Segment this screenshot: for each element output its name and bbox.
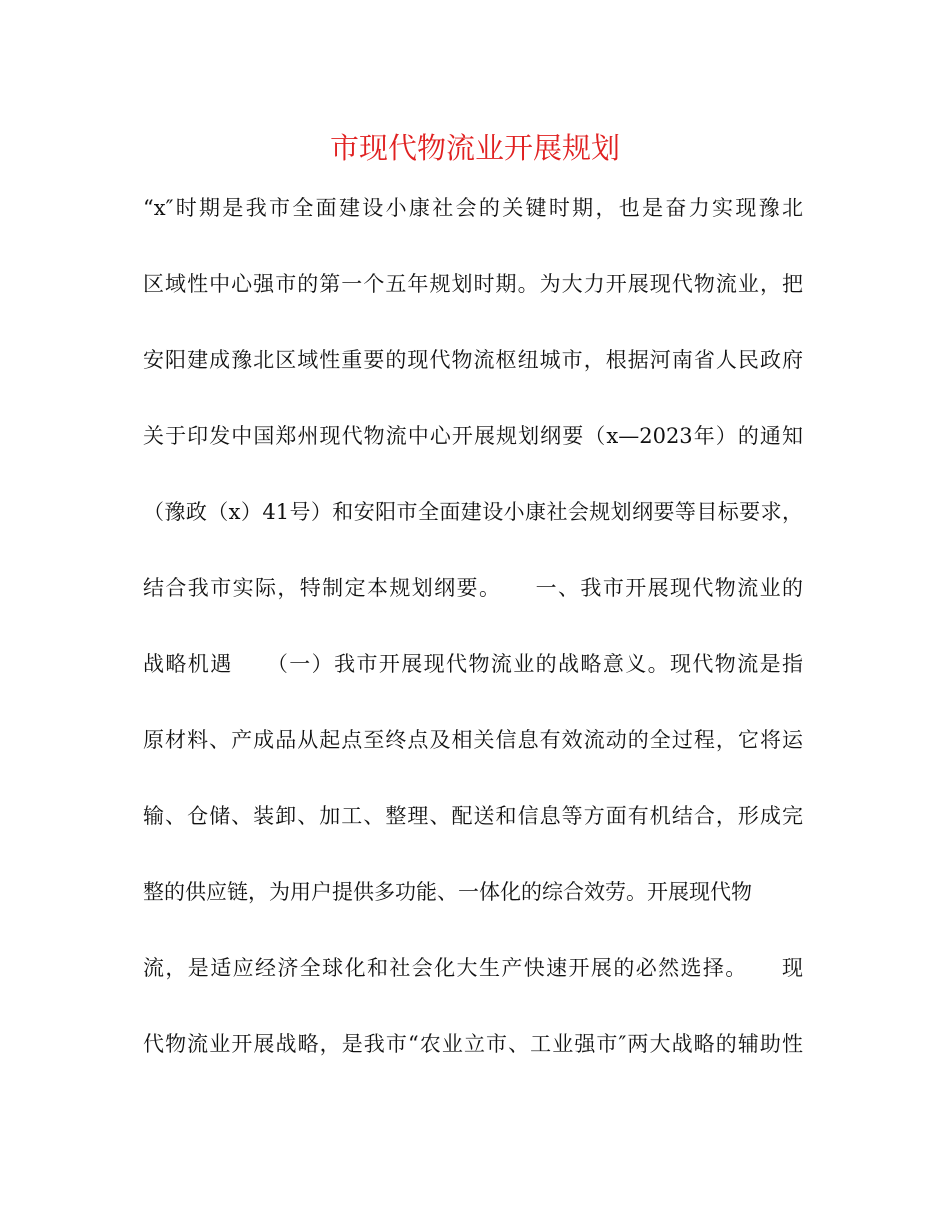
body-line: 战略机遇 （一）我市开展现代物流业的战略意义。现代物流是指 xyxy=(143,652,803,676)
document-title: 市现代物流业开展规划 xyxy=(329,131,620,165)
body-line: （豫政（x）41号）和安阳市全面建设小康社会规划纲要等目标要求， xyxy=(143,500,803,524)
body-line: 关于印发中国郑州现代物流中心开展规划纲要（x—2023年）的通知 xyxy=(143,424,803,448)
body-line: 结合我市实际，特制定本规划纲要。 一、我市开展现代物流业的 xyxy=(143,576,803,600)
body-line: 整的供应链，为用户提供多功能、一体化的综合效劳。开展现代物 xyxy=(143,880,752,904)
body-line: 区域性中心强市的第一个五年规划时期。为大力开展现代物流业，把 xyxy=(143,272,803,296)
body-line: 输、仓储、装卸、加工、整理、配送和信息等方面有机结合，形成完 xyxy=(143,804,803,828)
document-body xyxy=(143,185,803,1097)
body-line: 安阳建成豫北区域性重要的现代物流枢纽城市，根据河南省人民政府 xyxy=(143,348,803,372)
body-line: “x″时期是我市全面建设小康社会的关键时期，也是奋力实现豫北 xyxy=(143,196,803,220)
body-line: 流，是适应经济全球化和社会化大生产快速开展的必然选择。 现 xyxy=(143,956,803,980)
body-line: 原材料、产成品从起点至终点及相关信息有效流动的全过程，它将运 xyxy=(143,728,803,752)
body-line: 代物流业开展战略，是我市“农业立市、工业强市″两大战略的辅助性 xyxy=(143,1032,803,1056)
